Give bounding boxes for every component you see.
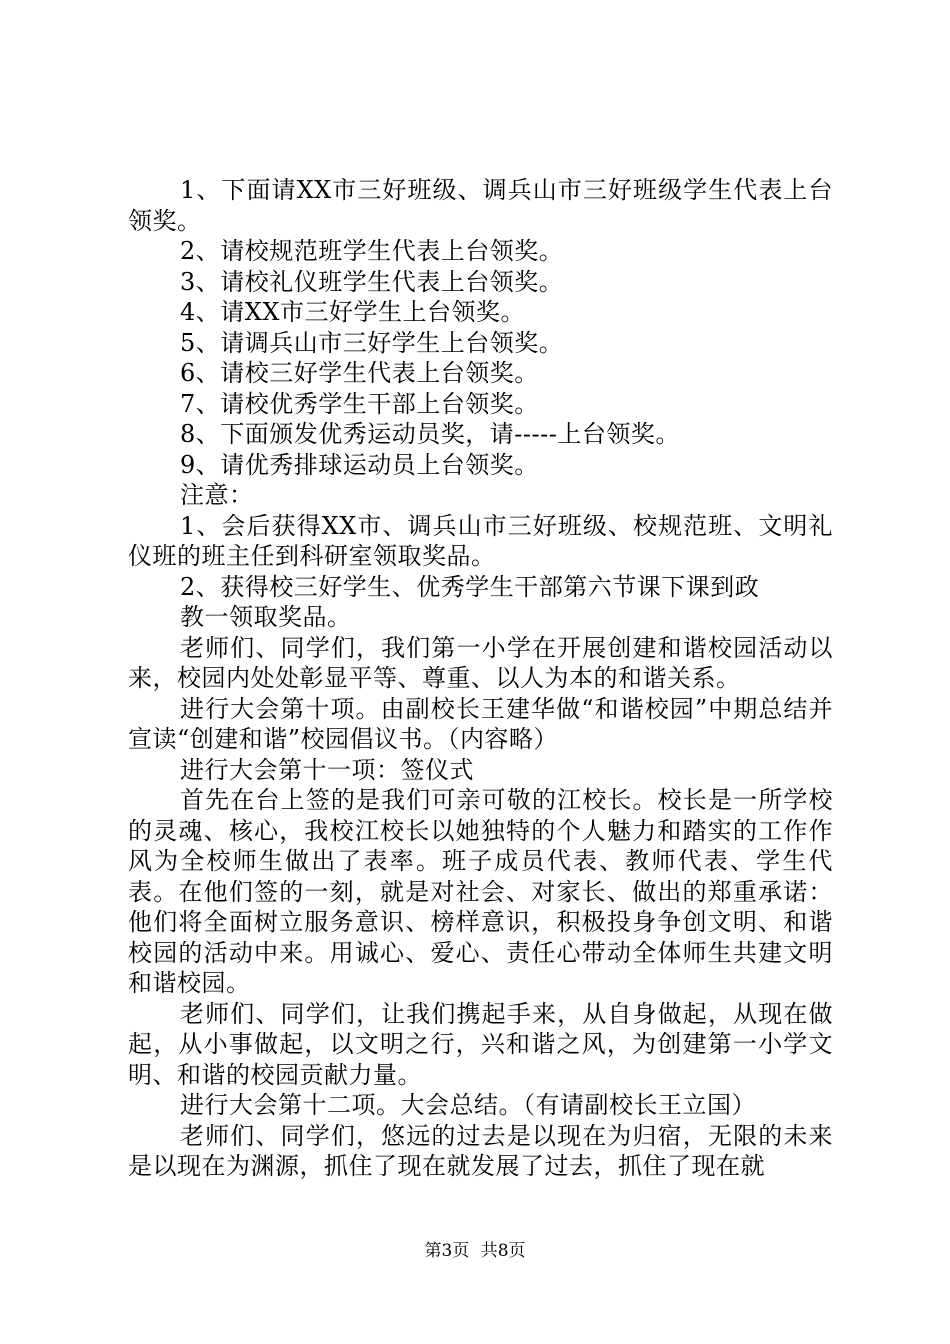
paragraph: 5、请调兵山市三好学生上台领奖。: [180, 328, 564, 357]
paragraph: 老师们、同学们，悠远的过去是以现在为归宿，无限的未来是以现在为渊源，抓住了现在就发展了过去，抓住了现在就: [128, 1121, 833, 1180]
paragraph: 进行大会第十二项。大会总结。（有请副校长王立国）: [180, 1091, 756, 1119]
paragraph: 教一领取奖品。: [180, 603, 352, 631]
page-number: 第3页: [424, 1241, 470, 1261]
paragraph: 老师们、同学们，让我们携起手来，从自身做起，从现在做起，从小事做起，以文明之行，兴和谐之风，为创建第一小学文明、和谐的校园贡献力量。: [128, 999, 833, 1089]
paragraph: 进行大会第十一项：签仪式: [180, 755, 474, 784]
paragraph: 6、请校三好学生代表上台领奖。: [180, 359, 539, 387]
page-total: 共8页: [480, 1241, 526, 1261]
paragraph: 进行大会第十项。由副校长王建华做“和谐校园”中期总结并宣读“创建和谐”校园倡议书。（内容略）: [128, 694, 833, 753]
paragraph: 1、会后获得XX市、调兵山市三好班级、校规范班、文明礼仪班的班主任到科研室领取奖品。: [128, 511, 833, 570]
paragraph: 首先在台上签的是我们可亲可敬的江校长。校长是一所学校的灵魂、核心，我校江校长以她独特的个人魅力和踏实的工作作风为全校师生做出了表率。班子成员代表、教师代表、学生代表。在他们签的一刻，就是对社会、对家长、做出的郑重承诺：他们将全面树立服务意识、榜样意识，积极投身争创文明、和谐校园的活动中来。用诚心、爱心、责任心带动全体师生共建文明和谐校园。: [128, 786, 833, 997]
page-footer: [0, 1240, 950, 1262]
paragraph: 3、请校礼仪班学生代表上台领奖。: [180, 267, 564, 296]
paragraph: 9、请优秀排球运动员上台领奖。: [180, 450, 539, 479]
paragraph: 8、下面颁发优秀运动员奖，请-----上台领奖。: [180, 420, 680, 448]
paragraph: 老师们、同学们，我们第一小学在开展创建和谐校园活动以来，校园内处处彰显平等、尊重、以人为本的和谐关系。: [128, 633, 833, 692]
paragraph: 2、获得校三好学生、优秀学生干部第六节课下课到政: [180, 572, 760, 601]
paragraph: 7、请校优秀学生干部上台领奖。: [180, 389, 539, 418]
notice-heading: 注意：: [180, 481, 254, 509]
paragraph: 4、请XX市三好学生上台领奖。: [180, 298, 525, 326]
paragraph: 1、下面请XX市三好班级、调兵山市三好班级学生代表上台领奖。: [128, 176, 833, 235]
paragraph: 2、请校规范班学生代表上台领奖。: [180, 237, 564, 265]
document-body: [128, 175, 833, 1182]
